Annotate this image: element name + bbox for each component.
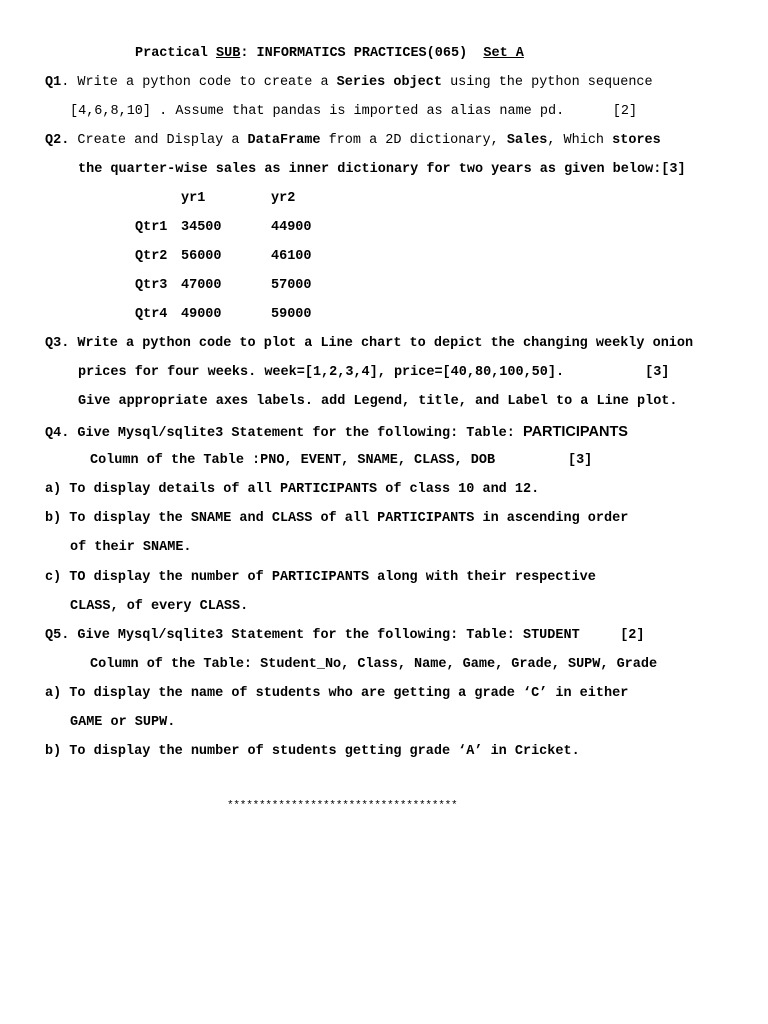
table-cell-yr2: 46100 bbox=[271, 249, 312, 264]
q1-line-2: [4,6,8,10] . Assume that pandas is imported as alias name pd. [2] bbox=[70, 104, 638, 119]
q4-part-c-1: c) TO display the number of PARTICIPANTS along with their respective bbox=[45, 570, 596, 585]
q4-part-b-2: of their SNAME. bbox=[70, 540, 192, 555]
title-subject: : INFORMATICS PRACTICES(065) bbox=[240, 46, 484, 61]
table-row-label: Qtr1 bbox=[135, 220, 168, 235]
table-cell-yr2: 59000 bbox=[271, 307, 312, 322]
table-cell-yr2: 44900 bbox=[271, 220, 312, 235]
table-row-label: Qtr3 bbox=[135, 278, 168, 293]
title-prefix: Practical bbox=[135, 46, 217, 61]
q5-part-a-1: a) To display the name of students who are getting a grade ‘C’ in either bbox=[45, 686, 629, 701]
q5-line-2: Column of the Table: Student_No, Class, Name, Game, Grade, SUPW, Grade bbox=[90, 657, 658, 672]
q5-line-1: Q5. Give Mysql/sqlite3 Statement for the following: Table: STUDENT [2] bbox=[45, 628, 645, 643]
title-set: Set A bbox=[483, 46, 524, 61]
table-header-yr2: yr2 bbox=[271, 191, 296, 206]
table-cell-yr1: 47000 bbox=[181, 278, 222, 293]
q1-text-a: . Write a python code to create a bbox=[61, 75, 337, 90]
q1-text-c: using the python sequence bbox=[441, 75, 653, 90]
table-header-yr1: yr1 bbox=[181, 191, 206, 206]
q4-line-2: Column of the Table :PNO, EVENT, SNAME, CLASS, DOB [3] bbox=[90, 453, 593, 468]
q2-text-e: , Which bbox=[547, 133, 613, 148]
q1-line-1 bbox=[45, 74, 653, 92]
table-row-label: Qtr4 bbox=[135, 307, 168, 322]
table-cell-yr2: 57000 bbox=[271, 278, 312, 293]
q2-text-f: stores bbox=[612, 133, 661, 148]
q4-line-1 bbox=[45, 423, 628, 443]
table-cell-yr1: 56000 bbox=[181, 249, 222, 264]
page-title bbox=[135, 45, 524, 63]
q2-text-a: Create and Display a bbox=[69, 133, 248, 148]
q2-line-2: the quarter-wise sales as inner dictionary for two years as given below:[3] bbox=[78, 162, 686, 177]
q2-line-1 bbox=[45, 132, 661, 150]
q4-table-name: PARTICIPANTS bbox=[522, 424, 628, 440]
q4-part-a: a) To display details of all PARTICIPANTS of class 10 and 12. bbox=[45, 482, 540, 497]
q5-part-b: b) To display the number of students getting grade ‘A’ in Cricket. bbox=[45, 744, 580, 759]
q4-text: Q4. Give Mysql/sqlite3 Statement for the following: Table: bbox=[45, 426, 523, 441]
q4-part-b-1: b) To display the SNAME and CLASS of all PARTICIPANTS in ascending order bbox=[45, 511, 629, 526]
q1-text-b: Series object bbox=[336, 75, 442, 90]
table-cell-yr1: 49000 bbox=[181, 307, 222, 322]
title-sub: SUB bbox=[216, 46, 241, 61]
q2-text-d: Sales bbox=[506, 133, 548, 148]
q3-line-1: Q3. Write a python code to plot a Line chart to depict the changing weekly onion bbox=[45, 336, 694, 351]
q1-number: Q1 bbox=[45, 75, 62, 90]
table-row-label: Qtr2 bbox=[135, 249, 168, 264]
table-cell-yr1: 34500 bbox=[181, 220, 222, 235]
q3-line-3: Give appropriate axes labels. add Legend, title, and Label to a Line plot. bbox=[78, 394, 678, 409]
q3-line-2: prices for four weeks. week=[1,2,3,4], price=[40,80,100,50]. [3] bbox=[78, 365, 670, 380]
q4-part-c-2: CLASS, of every CLASS. bbox=[70, 599, 249, 614]
q2-number: Q2. bbox=[45, 133, 70, 148]
q5-part-a-2: GAME or SUPW. bbox=[70, 715, 176, 730]
q2-text-b: DataFrame bbox=[247, 133, 321, 148]
q2-text-c: from a 2D dictionary, bbox=[320, 133, 507, 148]
footer-separator: ************************************ bbox=[227, 800, 458, 812]
